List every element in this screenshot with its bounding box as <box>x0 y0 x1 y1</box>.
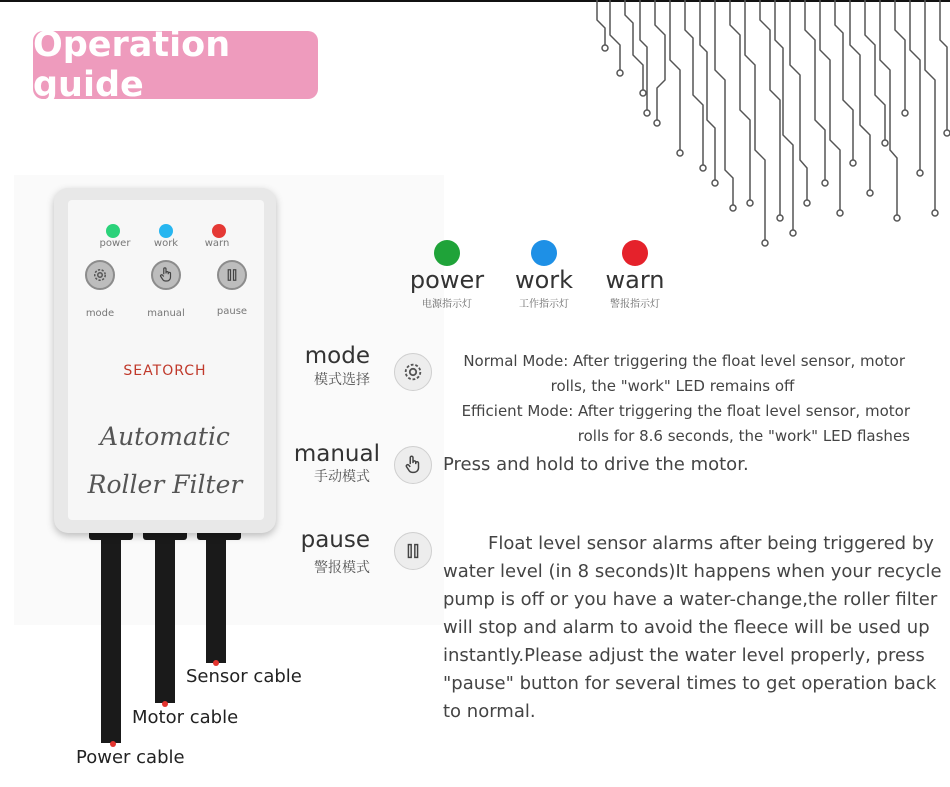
legend-warn-sub: 警报指示灯 <box>610 299 660 310</box>
pause-line-4: will stop and alarm to avoid the fleece will be used up <box>443 617 930 638</box>
device-work-led-label: work <box>153 238 179 249</box>
pause-line-3: pump is off or you have a water-change,the roller filter <box>443 589 938 610</box>
legend-work-dot <box>531 240 557 266</box>
motor-cable <box>155 538 175 703</box>
legend-power-sub: 电源指示灯 <box>422 299 472 310</box>
device-name-line1: Automatic <box>100 422 230 451</box>
hand-icon <box>402 454 424 476</box>
device-manual-label: manual <box>147 308 185 319</box>
manual-icon-button <box>394 446 432 484</box>
gear-icon <box>91 266 109 284</box>
device-power-led <box>106 224 120 238</box>
pause-line-2: water level (in 8 seconds)It happens when your recycle <box>443 561 942 582</box>
pause-line-1: Float level sensor alarms after being triggered by <box>488 533 934 554</box>
pause-icon-button <box>394 532 432 570</box>
pause-title: pause <box>300 527 370 553</box>
legend-work-sub: 工作指示灯 <box>519 299 569 310</box>
normal-mode-line1: Normal Mode: After triggering the float level sensor, motor <box>463 352 905 370</box>
device-manual-button[interactable] <box>151 260 181 290</box>
device-mode-label: mode <box>85 308 115 319</box>
normal-mode-line2: rolls, the "work" LED remains off <box>550 377 795 395</box>
circuit-decoration <box>585 0 950 260</box>
device-brand: SEATORCH <box>123 363 207 379</box>
device-mode-button[interactable] <box>85 260 115 290</box>
motor-cable-label: Motor cable <box>132 707 239 728</box>
pause-line-5: instantly.Please adjust the water level properly, press <box>443 645 925 666</box>
legend-power-label: power <box>409 266 485 294</box>
device-work-led <box>159 224 173 238</box>
manual-description: Press and hold to drive the motor. <box>443 454 749 475</box>
hand-icon <box>157 266 175 284</box>
mode-icon-button <box>394 353 432 391</box>
power-cable <box>101 538 121 743</box>
sensor-cable <box>206 538 226 663</box>
device-name-line2: Roller Filter <box>87 470 243 499</box>
controller-device <box>54 188 276 533</box>
device-power-led-label: power <box>99 238 131 249</box>
device-faceplate <box>68 200 264 520</box>
page-title: Operation guide <box>33 31 318 99</box>
power-cable-label: Power cable <box>76 747 185 768</box>
device-pause-label: pause <box>216 306 248 317</box>
mode-title: mode <box>304 343 370 369</box>
manual-subtitle: 手动模式 <box>314 469 370 485</box>
pause-icon <box>402 540 424 562</box>
device-pause-button[interactable] <box>217 260 247 290</box>
sensor-cable-label: Sensor cable <box>186 666 302 687</box>
efficient-mode-line2: rolls for 8.6 seconds, the "work" LED flashes <box>577 427 910 445</box>
manual-title: manual <box>293 441 380 467</box>
legend-power-dot <box>434 240 460 266</box>
device-warn-led <box>212 224 226 238</box>
legend-warn-dot <box>622 240 648 266</box>
pause-line-7: to normal. <box>443 701 536 722</box>
pause-line-6: "pause" button for several times to get operation back <box>443 673 937 694</box>
legend-work-label: work <box>514 266 574 294</box>
legend-warn-label: warn <box>605 266 665 294</box>
gear-icon <box>402 361 424 383</box>
pause-subtitle: 警报模式 <box>314 560 370 576</box>
mode-subtitle: 模式选择 <box>314 372 370 388</box>
pause-icon <box>223 266 241 284</box>
device-warn-led-label: warn <box>204 238 230 249</box>
efficient-mode-line1: Efficient Mode: After triggering the float level sensor, motor <box>461 402 910 420</box>
